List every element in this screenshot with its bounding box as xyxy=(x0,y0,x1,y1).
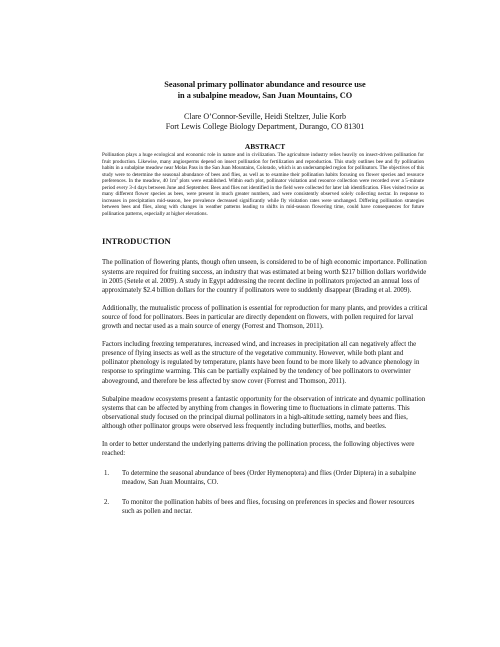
objective-item xyxy=(102,498,428,516)
objectives-list xyxy=(102,469,428,516)
abstract-body xyxy=(102,152,428,217)
abstract-heading: ABSTRACT xyxy=(244,142,286,151)
abstract-text-part-1: Pollination plays a huge ecological and economic role in nature and in civilization. The agriculture industry relies heavily on insect-driven pollination for fruit production. Likewise, many angiosperms depend on insect pollination for fertilization and reproduction. This study outlines bee and fly pollination habits in a subalpine meadow near Molas Pass in the San Juan Mountains, Colorado, which is an undersampled region for pollinators. The objectives of this study were to determine the seasonal abundance of bees and flies, as well as to examine their pollination habits focusing on flower species and resource preferences. In the meadow, 40 1m xyxy=(102,152,424,185)
title-line-2: in a subalpine meadow, San Juan Mountains, CO xyxy=(177,90,353,100)
intro-paragraph-5: In order to better understand the underlying patterns driving the pollination process, the following objectives were reached: xyxy=(102,440,415,458)
objective-number: 1. xyxy=(104,470,110,478)
abstract-text-part-2: plots were established. Within each plot, pollinator visitation and resource collection were recorded over a 5-minute period every 3-4 days between June and September. Bees and flies not identified in the field were collected for later lab identification. Flies visited twice as many different flower species as bees, were present in much greater numbers, and were consistently observed solely collecting nectar. In response to increases in precipitation mid-season, bee prevalence decreased significantly while fly visitation rates were unchanged. Differing pollination strategies between bees and flies, along with changes in weather patterns leading to shifts in mid-season flowering time, could have consequences for future pollination patterns, especially at higher elevations. xyxy=(102,178,424,217)
introduction-heading: INTRODUCTION xyxy=(102,236,171,247)
title-line-1: Seasonal primary pollinator abundance and resource use xyxy=(164,80,366,89)
intro-paragraph-2: Additionally, the mutualistic process of pollination is essential for reproduction for many plants, and provides a critical source of food for pollinators. Bees in particular are directly dependent on flowers, with pollen required for larval growth and nectar used as a main source of energy (Forrest and Thomson, 2011). xyxy=(102,304,428,331)
objective-number: 2. xyxy=(104,499,110,507)
author-block xyxy=(102,112,428,132)
author-affiliation: Fort Lewis College Biology Department, Durango, CO 81301 xyxy=(165,122,365,131)
paper-title xyxy=(102,80,428,101)
abstract-superscript: 2 xyxy=(176,176,178,181)
author-names: Clare O’Connor-Seville, Heidi Steltzer, Julie Korb xyxy=(184,112,346,121)
intro-paragraph-3: Factors including freezing temperatures, increased wind, and increases in precipitation all can negatively affect the presence of flying insects as well as the structure of the vegetative community. However, while both plant and pollinator phenology is regulated by temperature, plants have been found to be more likely to advance phenology in response to springtime warming. This can be partially explained by the tendency of bee pollinators to overwinter aboveground, and therefore be less affected by snow cover (Forrest and Thomson, 2011). xyxy=(102,341,420,385)
intro-paragraph-1: The pollination of flowering plants, though often unseen, is considered to be of high economic importance. Pollination systems are required for fruiting success, an industry that was estimated at being worth $217 billion dollars worldwide in 2005 (Setele et al. 2009). A study in Egypt addressing the recent decline in pollinators projected an annual loss of approximately $2.4 billion dollars for the country if pollinators were to suddenly disappear (Brading et al. 2009). xyxy=(102,259,427,294)
intro-paragraph-4: Subalpine meadow ecosystems present a fantastic opportunity for the observation of intricate and dynamic pollination systems that can be affected by anything from changes in flowering time to fluctuations in climate patterns. This observational study focused on the principal diurnal pollinators in a high-altitude setting, namely bees and flies, although other pollinator groups were observed less frequently including butterflies, moths, and beetles. xyxy=(102,395,426,430)
objective-text: To monitor the pollination habits of bees and flies, focusing on preferences in species and flower resources such as pollen and nectar. xyxy=(122,499,415,516)
objective-text: To determine the seasonal abundance of bees (Order Hymenoptera) and flies (Order Diptera) in a subalpine meadow, San Juan Mountains, CO. xyxy=(122,470,416,487)
objective-item xyxy=(102,469,428,487)
